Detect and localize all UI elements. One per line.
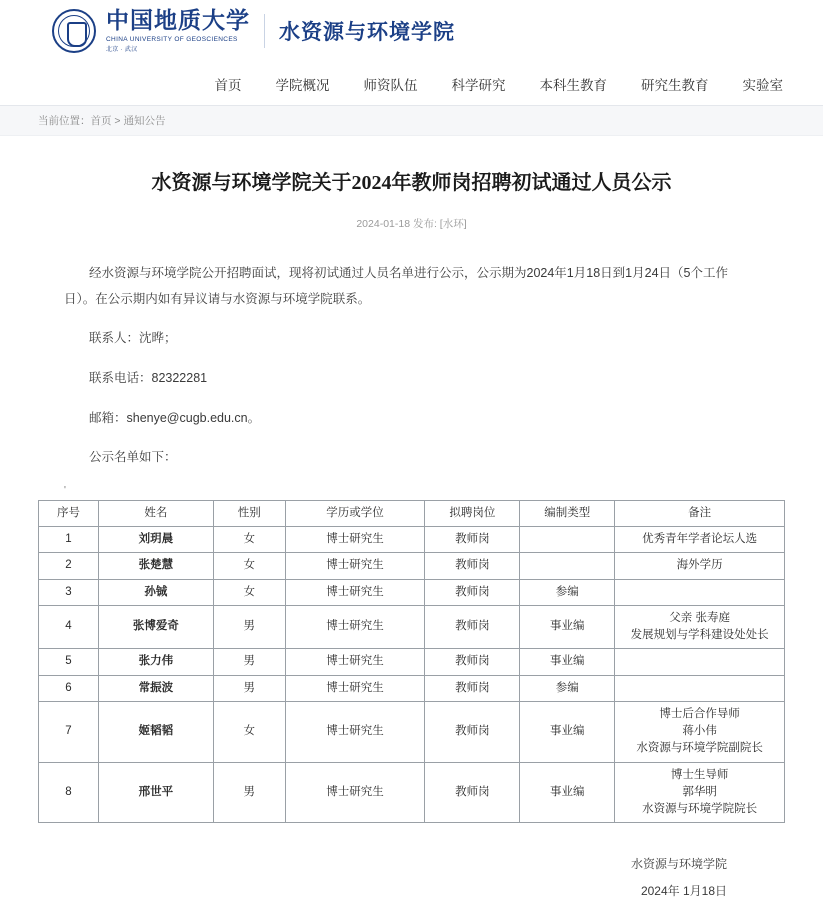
nav-item-overview[interactable]: 学院概况	[275, 77, 330, 93]
remark-line: 优秀青年学者论坛人选	[642, 533, 758, 545]
cell-degree: 博士研究生	[285, 579, 425, 605]
cell-name: 邢世平	[98, 762, 213, 823]
signature-block	[38, 851, 785, 904]
cell-post: 教师岗	[425, 675, 520, 701]
cell-degree: 博士研究生	[285, 701, 425, 762]
university-name-sub: 北京 · 武汉	[106, 46, 138, 53]
cell-remark	[615, 675, 785, 701]
cell-gender: 男	[213, 649, 285, 675]
breadcrumb-home[interactable]: 首页	[90, 115, 112, 127]
cell-type: 事业编	[520, 649, 615, 675]
cell-remark	[615, 553, 785, 579]
header-divider	[264, 14, 265, 48]
column-header-post: 拟聘岗位	[425, 500, 520, 526]
cell-index: 1	[39, 527, 99, 553]
breadcrumb-prefix: 当前位置：	[38, 115, 91, 127]
table-row	[39, 762, 785, 823]
column-header-degree: 学历或学位	[285, 500, 425, 526]
remark-line: 水资源与环境学院院长	[642, 803, 758, 815]
remark-line: 博士后合作导师	[659, 707, 740, 720]
university-name-zh: 中国地质大学	[106, 8, 250, 34]
cell-type: 事业编	[520, 605, 615, 649]
column-header-name: 姓名	[98, 500, 213, 526]
cell-name: 张力伟	[98, 649, 213, 675]
table-row	[39, 701, 785, 762]
cell-gender: 女	[213, 527, 285, 553]
contact-person: 联系人：沈晔；	[89, 331, 177, 346]
main-navigation	[0, 62, 823, 106]
cell-gender: 女	[213, 553, 285, 579]
cell-name: 刘玥晨	[98, 527, 213, 553]
cell-degree: 博士研究生	[285, 553, 425, 579]
contact-email: 邮箱：shenye@cugb.edu.cn。	[89, 410, 261, 425]
table-header-row	[39, 500, 785, 526]
cell-remark	[615, 605, 785, 649]
remark-line: 蒋小伟	[682, 725, 717, 737]
table-body	[39, 527, 785, 823]
article	[0, 136, 823, 904]
cell-index: 5	[39, 649, 99, 675]
nav-item-faculty[interactable]: 师资队伍	[363, 77, 418, 93]
cell-type: 参编	[520, 579, 615, 605]
nav-item-undergraduate[interactable]: 本科生教育	[539, 77, 607, 93]
remark-line: 海外学历	[676, 559, 723, 572]
article-meta: 2024-01-18 发布: [水环]	[356, 218, 467, 230]
cell-type: 事业编	[520, 762, 615, 823]
cell-degree: 博士研究生	[285, 527, 425, 553]
cell-post: 教师岗	[425, 527, 520, 553]
cell-remark	[615, 762, 785, 823]
cell-gender: 女	[213, 579, 285, 605]
cell-post: 教师岗	[425, 649, 520, 675]
candidate-table	[38, 500, 785, 824]
cell-remark	[615, 701, 785, 762]
cell-name: 常振波	[98, 675, 213, 701]
contact-phone: 联系电话：82322281	[89, 370, 208, 385]
table-row	[39, 579, 785, 605]
signature-date: 2024年 1月18日	[640, 883, 727, 898]
cell-post: 教师岗	[425, 762, 520, 823]
article-paragraph-1: 经水资源与环境学院公开招聘面试，现将初试通过人员名单进行公示，公示期为2024年1月18日到1月24日（5个工作日）。在公示期内如有异议请与水资源与环境学院联系。	[64, 266, 728, 306]
column-header-gender: 性别	[213, 500, 285, 526]
cell-degree: 博士研究生	[285, 649, 425, 675]
breadcrumb-band	[0, 106, 823, 136]
nav-item-research[interactable]: 科学研究	[451, 77, 506, 93]
site-header	[0, 0, 823, 62]
nav-item-home[interactable]: 首页	[214, 77, 242, 93]
remark-line: 父亲 张寿庭	[669, 611, 730, 624]
cell-post: 教师岗	[425, 701, 520, 762]
cell-gender: 男	[213, 675, 285, 701]
university-name-en: CHINA UNIVERSITY OF GEOSCIENCES	[106, 35, 238, 43]
cell-degree: 博士研究生	[285, 762, 425, 823]
cell-gender: 男	[213, 605, 285, 649]
cell-index: 3	[39, 579, 99, 605]
table-row	[39, 675, 785, 701]
cell-type: 参编	[520, 675, 615, 701]
cell-gender: 女	[213, 701, 285, 762]
cell-type	[520, 527, 615, 553]
cell-index: 7	[39, 701, 99, 762]
table-row	[39, 649, 785, 675]
list-lead: 公示名单如下：	[89, 450, 177, 465]
cell-post: 教师岗	[425, 553, 520, 579]
article-body	[38, 261, 785, 471]
table-row	[39, 527, 785, 553]
cell-remark	[615, 527, 785, 553]
university-seal-icon	[52, 9, 96, 53]
page-title: 水资源与环境学院关于2024年教师岗招聘初试通过人员公示	[151, 172, 672, 194]
remark-line: 郭华明	[682, 785, 717, 798]
cell-index: 2	[39, 553, 99, 579]
cell-index: 8	[39, 762, 99, 823]
cell-remark	[615, 579, 785, 605]
cell-type	[520, 553, 615, 579]
signature-org: 水资源与环境学院	[630, 857, 727, 872]
cell-degree: 博士研究生	[285, 675, 425, 701]
cell-index: 6	[39, 675, 99, 701]
column-header-remark: 备注	[615, 500, 785, 526]
candidate-table-wrap	[38, 500, 785, 824]
breadcrumb	[38, 113, 165, 128]
cell-degree: 博士研究生	[285, 605, 425, 649]
breadcrumb-current[interactable]: 通知公告	[123, 115, 166, 127]
cell-remark	[615, 649, 785, 675]
table-row	[39, 605, 785, 649]
remark-line: 发展规划与学科建设处处长	[630, 629, 769, 641]
cell-index: 4	[39, 605, 99, 649]
cell-post: 教师岗	[425, 579, 520, 605]
cell-name: 孙铖	[98, 579, 213, 605]
cell-gender: 男	[213, 762, 285, 823]
table-row	[39, 553, 785, 579]
nav-item-laboratory[interactable]: 实验室	[742, 77, 783, 93]
breadcrumb-separator: >	[111, 115, 124, 127]
stray-mark: '	[64, 484, 66, 496]
cell-name: 张楚慧	[98, 553, 213, 579]
college-name: 水资源与环境学院	[279, 20, 455, 44]
cell-type: 事业编	[520, 701, 615, 762]
cell-post: 教师岗	[425, 605, 520, 649]
cell-name: 张博爱奇	[98, 605, 213, 649]
column-header-type: 编制类型	[520, 500, 615, 526]
column-header-index: 序号	[39, 500, 99, 526]
nav-item-graduate[interactable]: 研究生教育	[641, 77, 709, 93]
cell-name: 姬韬韬	[98, 701, 213, 762]
remark-line: 博士生导师	[670, 768, 729, 781]
site-logo[interactable]	[52, 9, 250, 53]
remark-line: 水资源与环境学院副院长	[636, 742, 763, 755]
